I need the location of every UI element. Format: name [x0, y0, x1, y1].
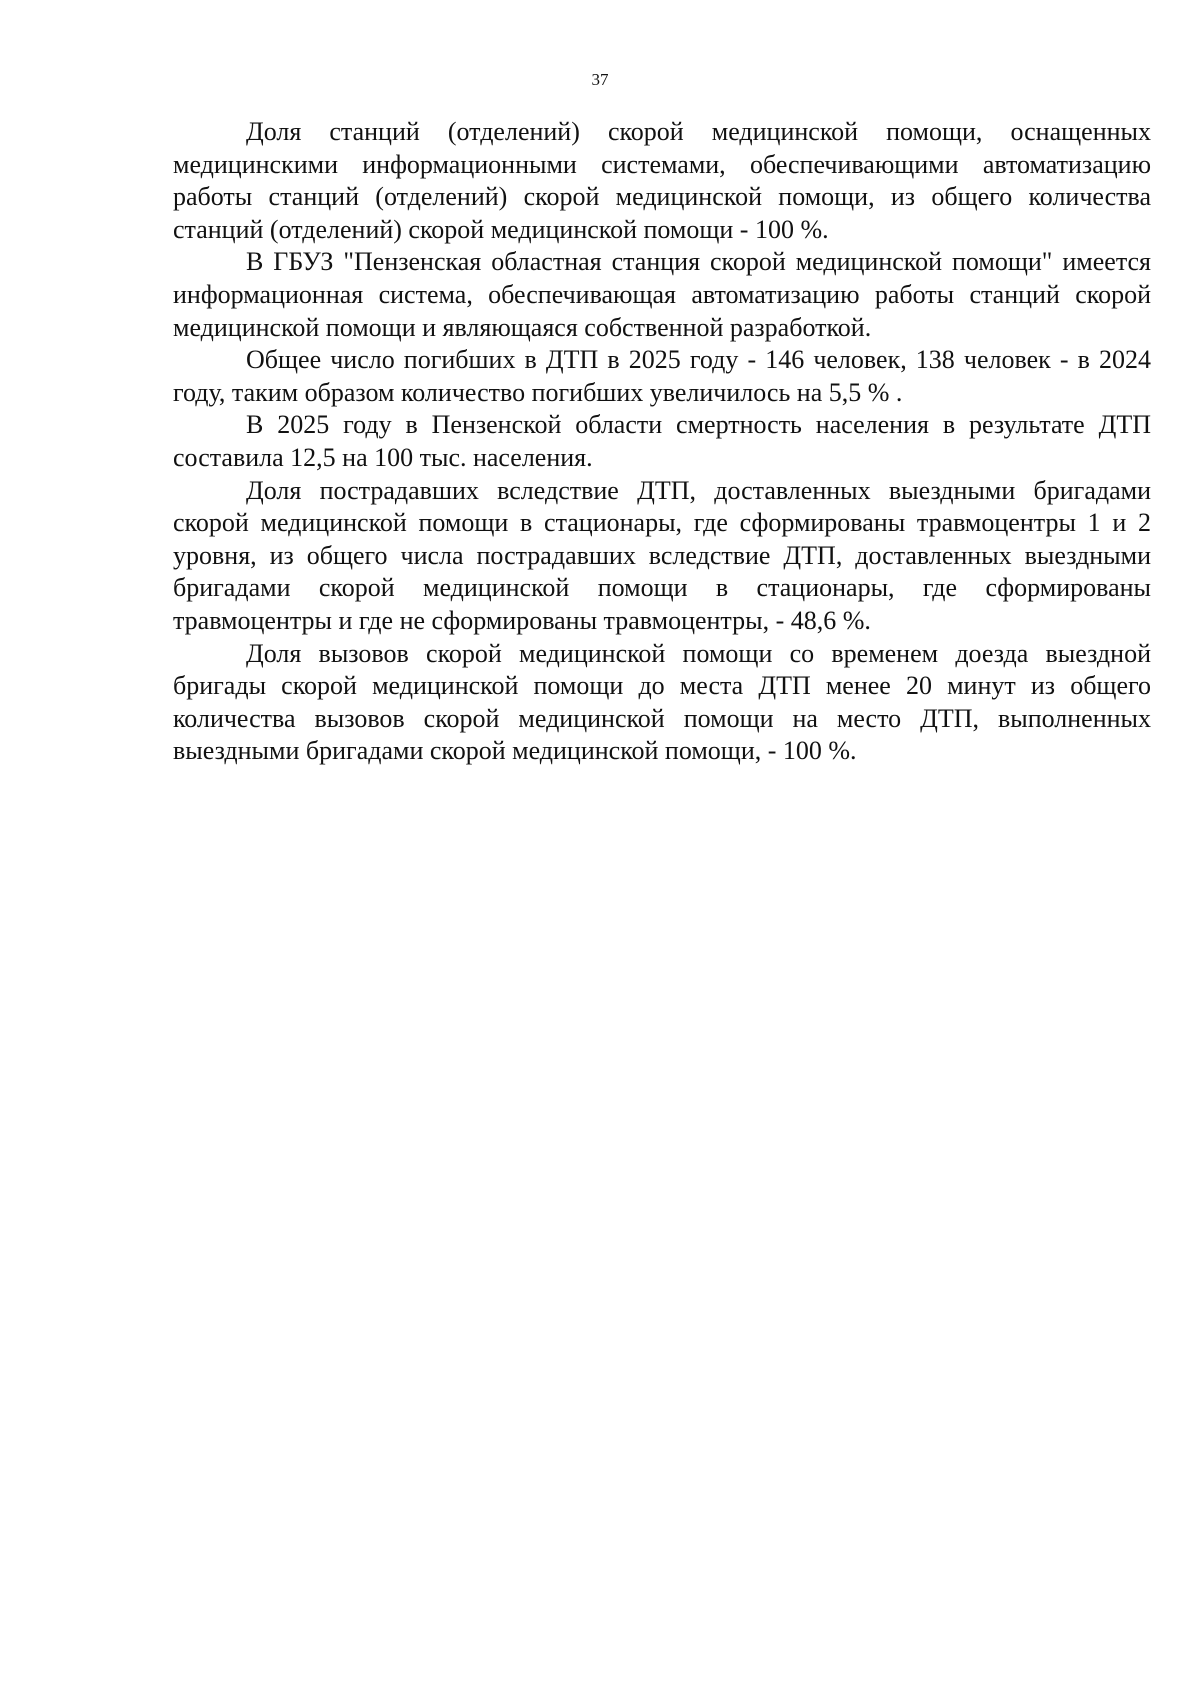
paragraph-arrival-time-share: Доля вызовов скорой медицинской помощи со временем доезда выездной бригады скорой медицинской помощи до места ДТП менее 20 минут из общего количества вызовов скорой медицинской помощи на место ДТП, выполненных выездными бригадами скорой медицинской помощи, - 100 %.: [173, 638, 1151, 766]
page-number: 37: [591, 70, 609, 89]
paragraph-road-accident-mortality-rate: В 2025 году в Пензенской области смертность населения в результате ДТП составила 12,5 на 100 тыс. населения.: [173, 410, 1151, 472]
document-body: [173, 116, 1151, 768]
paragraph-road-accident-deaths: Общее число погибших в ДТП в 2025 году - 146 человек, 138 человек - в 2024 году, таким образом количество погибших увеличилось на 5,5 % .: [173, 345, 1151, 407]
paragraph-trauma-center-delivery-share: Доля пострадавших вследствие ДТП, доставленных выездными бригадами скорой медицинской помощи в стационары, где сформированы травмоцентры 1 и 2 уровня, из общего числа пострадавших вследствие ДТП, доставленных выездными бригадами скорой медицинской помощи в стационары, где сформированы травмоцентры и где не сформированы травмоцентры, - 48,6 %.: [173, 475, 1151, 635]
paragraph-penza-ambulance-station-system: В ГБУЗ "Пензенская областная станция скорой медицинской помощи" имеется информационная система, обеспечивающая автоматизацию работы станций скорой медицинской помощи и являющаяся собственной разработкой.: [173, 247, 1151, 342]
paragraph-ambulance-info-systems-share: Доля станций (отделений) скорой медицинской помощи, оснащенных медицинскими информационными системами, обеспечивающими автоматизацию работы станций (отделений) скорой медицинской помощи, из общего количества станций (отделений) скорой медицинской помощи - 100 %.: [173, 117, 1151, 244]
